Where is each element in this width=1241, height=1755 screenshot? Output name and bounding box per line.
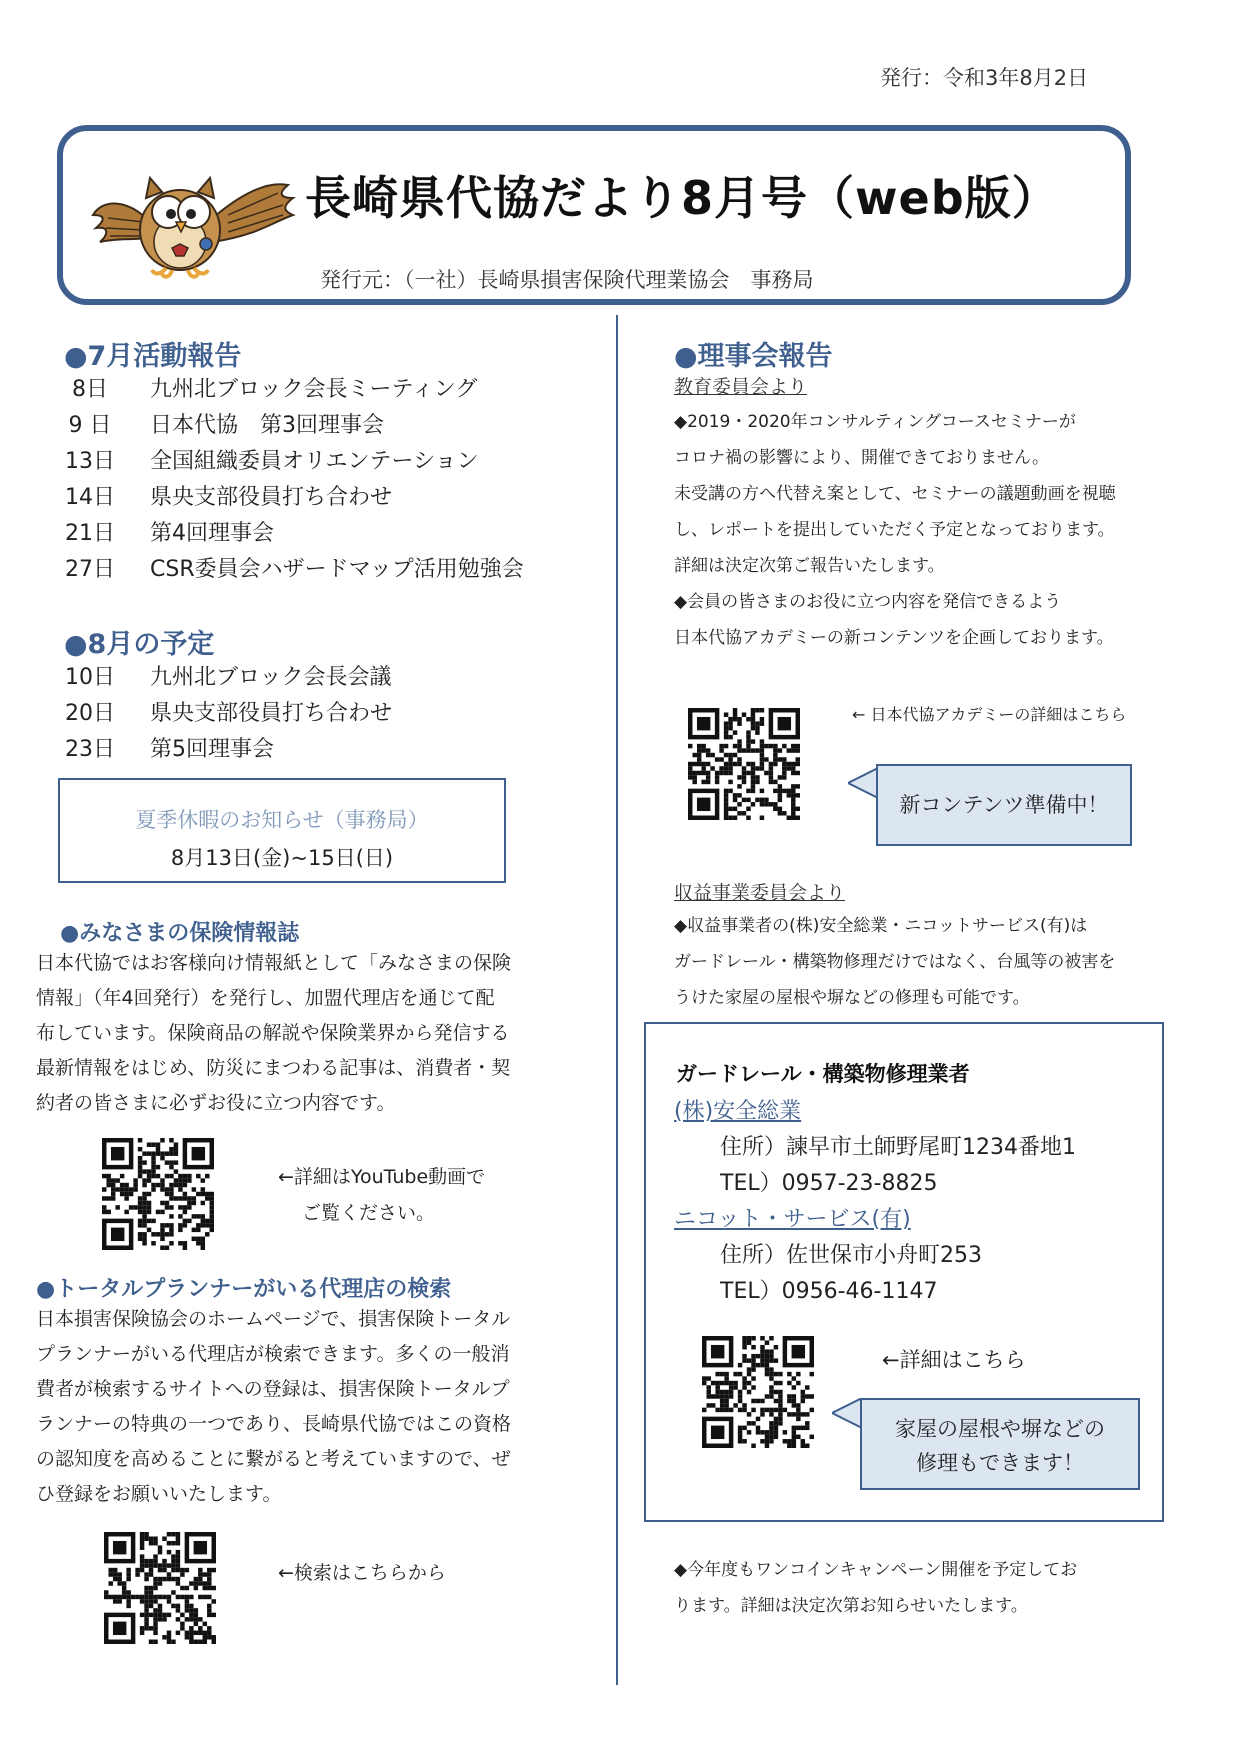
- anzen-tel: TEL）0957-23-8825: [720, 1171, 938, 1196]
- revenue-body: ◆収益事業者の(株)安全総業・ニコットサービス(有)は ガードレール・構築物修理だけではなく、台風等の被害を うけた家屋の屋根や塀などの修理も可能です。: [674, 916, 1116, 1008]
- planner-qr-note: ←検索はこちらから: [278, 1562, 446, 1584]
- anzen-address: 住所）諫早市土師野尾町1234番地1: [720, 1135, 1076, 1160]
- contractor-heading: ガードレール・構築物修理業者: [676, 1062, 970, 1086]
- newsletter-title: 長崎県代協だより8月号（web版）: [305, 171, 1059, 225]
- august-plan-heading: ●8月の予定: [64, 629, 215, 660]
- list-item: 10日 九州北ブロック会長会議: [65, 665, 392, 690]
- owl-mascot-icon: [88, 160, 298, 280]
- list-item: 27日 CSR委員会ハザードマップ活用勉強会: [65, 557, 524, 582]
- academy-qr-code[interactable]: [688, 708, 800, 820]
- holiday-title: 夏季休暇のお知らせ（事務局）: [135, 808, 429, 832]
- minasama-body: 日本代協ではお客様向け情報紙として「みなさまの保険 情報」（年4回発行）を発行し、加盟代理店を通じて配 布しています。保険商品の解説や保険業界から発信する 最新情報をはじめ、防災にまつわる記事は、消費者・契 約者の皆さまに必ずお役に立つ内容です。: [36, 952, 512, 1114]
- list-item: 9 日 日本代協 第3回理事会: [68, 413, 384, 438]
- column-divider: [616, 315, 618, 1685]
- publisher-line: 発行元：（一社）長崎県損害保険代理業協会 事務局: [320, 268, 814, 292]
- contractor-qr-code[interactable]: [702, 1336, 814, 1448]
- contractor-qr-note: ←詳細はこちら: [882, 1348, 1026, 1372]
- youtube-qr-note-2: ご覧ください。: [302, 1202, 436, 1224]
- youtube-qr-code[interactable]: [102, 1138, 214, 1250]
- list-item: 14日 県央支部役員打ち合わせ: [65, 485, 393, 510]
- list-item: 23日 第5回理事会: [65, 737, 274, 762]
- education-committee-label: 教育委員会より: [674, 376, 808, 398]
- planner-body: 日本損害保険協会のホームページで、損害保険トータル プランナーがいる代理店が検索できます。多くの一般消 費者が検索するサイトへの登録は、損害保険トータルプ ランナーの特典の一つであり、長崎県代協ではこの資格 の認知度を高めることに繋がると考えていますので、ぜ ひ登録をお願いいたします。: [36, 1308, 512, 1505]
- list-item: 13日 全国組織委員オリエンテーション: [65, 449, 479, 474]
- nicot-address: 住所）佐世保市小舟町253: [720, 1243, 982, 1268]
- education-body: ◆2019・2020年コンサルティングコースセミナーが コロナ禍の影響により、開催できておりません。 未受講の方へ代替え案として、セミナーの議題動画を視聴 し、レポートを提出していただく予定となっております。 詳細は決定次第ご報告いたします。 ◆会員の皆さまのお役に立つ内容を発信できるよう 日本代協アカデミーの新コンテンツを企画しております。: [674, 412, 1116, 648]
- company-link-anzen[interactable]: (株)安全総業: [674, 1099, 802, 1124]
- repair-callout: 家屋の屋根や塀などの 修理もできます！: [860, 1398, 1140, 1490]
- revenue-committee-label: 収益事業委員会より: [674, 882, 846, 904]
- july-schedule-list: [60, 372, 600, 588]
- planner-search-qr-code[interactable]: [104, 1532, 216, 1644]
- issue-date: 発行：令和3年8月2日: [880, 66, 1089, 90]
- nicot-tel: TEL）0956-46-1147: [720, 1279, 938, 1304]
- academy-callout: 新コンテンツ準備中！: [876, 764, 1132, 846]
- july-report-heading: ●7月活動報告: [64, 341, 242, 372]
- august-schedule-list: [60, 660, 600, 768]
- minasama-heading: ●みなさまの保険情報誌: [60, 921, 300, 946]
- company-link-nicot[interactable]: ニコット・サービス(有): [674, 1207, 911, 1232]
- list-item: 21日 第4回理事会: [65, 521, 274, 546]
- academy-qr-note: ← 日本代協アカデミーの詳細はこちら: [852, 705, 1127, 724]
- youtube-qr-note: ←詳細はYouTube動画で: [278, 1166, 486, 1188]
- campaign-notice: ◆今年度もワンコインキャンペーン開催を予定してお ります。詳細は決定次第お知らせいたします。: [674, 1560, 1078, 1616]
- holiday-dates: 8月13日(金)~15日(日): [170, 846, 394, 870]
- board-report-heading: ●理事会報告: [674, 341, 833, 372]
- callout-pointer-icon: [848, 768, 878, 798]
- list-item: 8日 九州北ブロック会長ミーティング: [72, 377, 478, 402]
- list-item: 20日 県央支部役員打ち合わせ: [65, 701, 393, 726]
- summer-holiday-notice: [58, 778, 506, 883]
- callout-pointer-icon: [832, 1398, 862, 1428]
- planner-heading: ●トータルプランナーがいる代理店の検索: [36, 1277, 452, 1302]
